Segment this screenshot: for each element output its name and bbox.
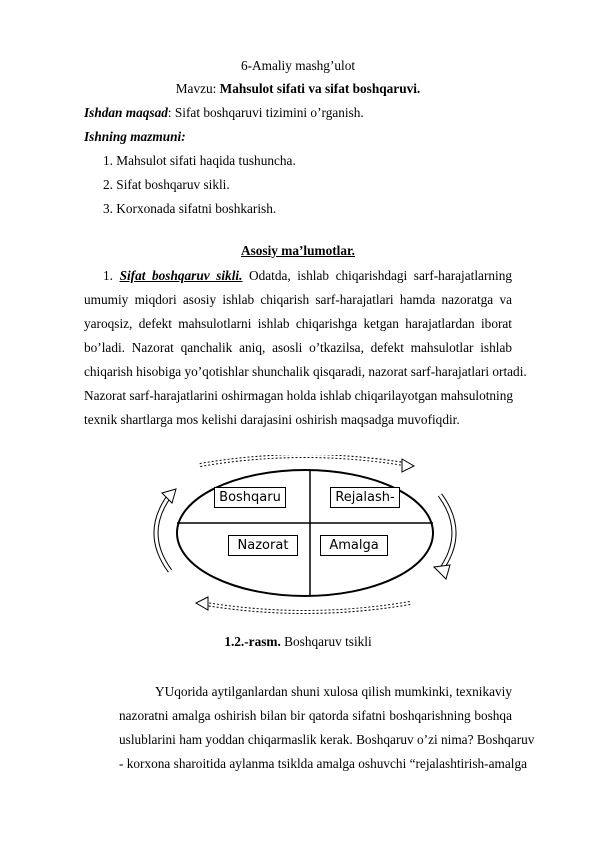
paragraph-line-5: chiqarish hisobiga yo’qotishlar shunchalik qisqaradi, nazorat sarf-harajatlari ortadi.: [84, 364, 527, 379]
topic-line: [0, 81, 596, 97]
conclusion-line-4: - korxona sharoitida aylanma tsiklda amalga oshuvchi “rejalashtirish-amalga: [119, 756, 528, 771]
aim-text: : Sifat boshqaruvi tizimini o’rganish.: [167, 105, 364, 120]
caption-text: Boshqaruv tsikli: [280, 634, 372, 649]
management-cycle-diagram: [140, 455, 470, 615]
content-item-2: 2. Sifat boshqaruv sikli.: [103, 177, 230, 192]
caption-number: 1.2.-rasm.: [224, 634, 281, 649]
paragraph-line-6: Nazorat sarf-harajatlarini oshirmagan holda ishlab chiqarilayotgan mahsulotning: [84, 388, 514, 403]
section-item-number: 1.: [103, 268, 113, 283]
content-label: Ishning mazmuni:: [84, 129, 186, 144]
paragraph-line-7: texnik shartlarga mos kelishi darajasini oshirish maqsadga muvofiqdir.: [84, 412, 460, 427]
conclusion-line-3: uslublarini ham yoddan chiqarmaslik kerak. Boshqaruv o’zi nima? Boshqaruv: [119, 732, 535, 747]
topic-label: Mavzu:: [175, 81, 217, 96]
label-boshqaru: Boshqaru: [214, 487, 286, 508]
topic-value: Mahsulot sifati va sifat boshqaruvi.: [219, 81, 421, 96]
paragraph-line-3: yaroqsiz, defekt mahsulotlarni ishlab chiqarishga ketgan harajatlardan iborat: [84, 316, 512, 331]
content-item-1: 1. Mahsulot sifati haqida tushuncha.: [103, 153, 296, 168]
paragraph-line-1: [103, 268, 512, 284]
section-heading: Asosiy ma’lumotlar.: [240, 243, 355, 258]
conclusion-line-2: nazoratni amalga oshirish bilan bir qatorda sifatni boshqarishning boshqa: [119, 708, 512, 723]
label-rejalash: Rejalash-: [330, 487, 400, 508]
conclusion-line-1: YUqorida aytilganlardan shuni xulosa qilish mumkinki, texnikaviy: [155, 684, 512, 699]
cycle-graphic: [140, 455, 470, 615]
aim-label: Ishdan maqsad: [84, 105, 168, 120]
paragraph-line-2: umumiy miqdori asosiy ishlab chiqarish sarf-harajatlari hamda nazoratga va: [84, 292, 512, 307]
aim-line: [84, 105, 364, 121]
label-nazorat: Nazorat: [228, 535, 298, 556]
paragraph-text: Odatda, ishlab chiqarishdagi sarf-harajatlarning: [249, 268, 513, 283]
figure-caption: [0, 634, 596, 650]
content-item-3: 3. Korxonada sifatni boshkarish.: [103, 201, 277, 216]
section-item-title: Sifat boshqaruv sikli.: [119, 268, 243, 283]
paragraph-line-4: bo’ladi. Nazorat qanchalik aniq, asosli o’tkazilsa, defekt mahsulotlar ishlab: [84, 340, 512, 355]
label-amalga: Amalga: [320, 535, 388, 556]
page-title: 6-Amaliy mashg’ulot: [240, 58, 356, 73]
